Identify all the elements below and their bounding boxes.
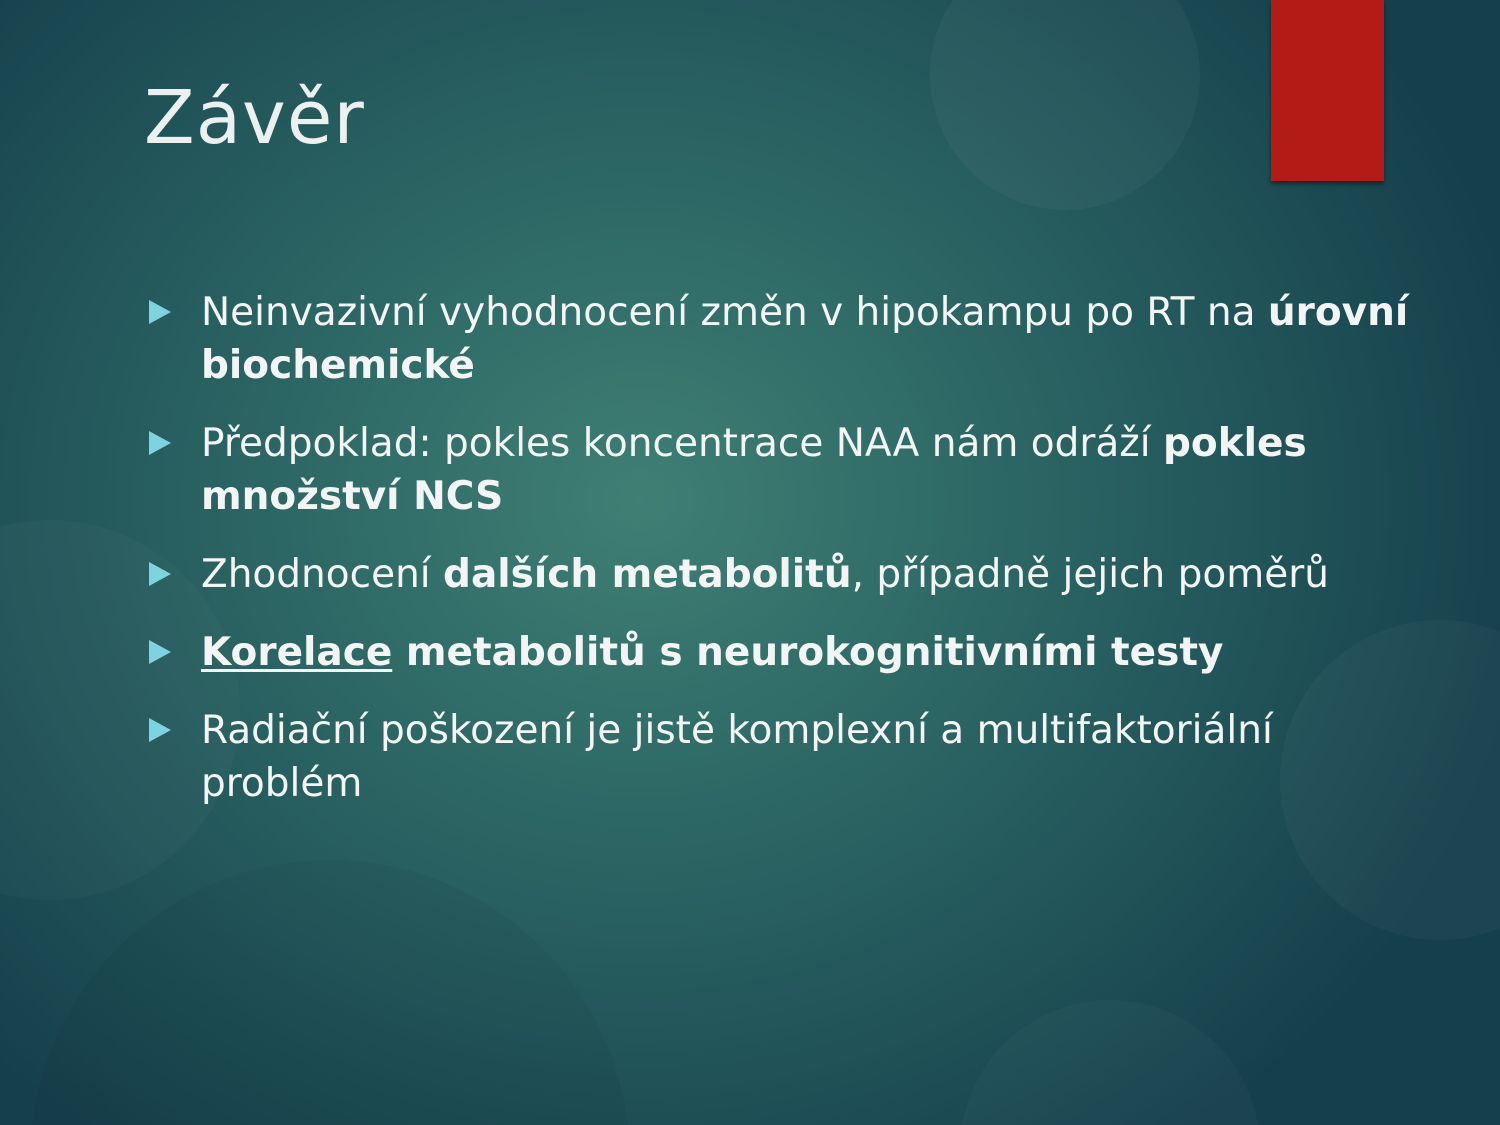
bullet-text-part: Radiační poškození je jistě komplexní a multifaktoriální problém — [201, 708, 1273, 806]
background-circle — [960, 1000, 1260, 1125]
bullet-text-part: Předpoklad: pokles koncentrace NAA nám odráží — [201, 421, 1163, 466]
bullet-text-part: Zhodnocení — [201, 552, 444, 597]
bullet-item — [140, 548, 1440, 601]
bullet-text — [201, 552, 1329, 597]
background-circle — [30, 860, 630, 1125]
triangle-bullet-icon — [149, 640, 171, 664]
triangle-bullet-icon — [149, 431, 171, 455]
bullet-text-part: Neinvazivní vyhodnocení změn v hipokampu po RT na — [201, 290, 1268, 335]
triangle-bullet-icon — [149, 718, 171, 742]
bullet-text — [201, 630, 1223, 675]
bullet-text-bold: úrovní biochemické — [201, 290, 1409, 388]
bullet-text-bold-underlined: Korelace — [201, 630, 393, 675]
bullet-item — [140, 704, 1440, 810]
bullet-text — [201, 290, 1408, 388]
bullet-text-bold: dalších metabolitů — [443, 552, 852, 597]
bullet-text — [201, 708, 1273, 806]
bullet-item — [140, 626, 1440, 679]
bullet-text-bold: metabolitů s neurokognitivními testy — [392, 630, 1224, 675]
slide-title: Závěr — [144, 75, 365, 161]
bullet-text-bold: pokles množství NCS — [201, 421, 1307, 519]
bullet-text-part: , případně jejich poměrů — [851, 552, 1329, 597]
accent-bar — [1271, 0, 1384, 181]
bullet-item — [140, 286, 1440, 392]
bullet-text — [201, 421, 1307, 519]
background-circle — [930, 0, 1200, 210]
bullet-list — [140, 286, 1440, 835]
triangle-bullet-icon — [149, 300, 171, 324]
bullet-item — [140, 417, 1440, 523]
triangle-bullet-icon — [149, 562, 171, 586]
